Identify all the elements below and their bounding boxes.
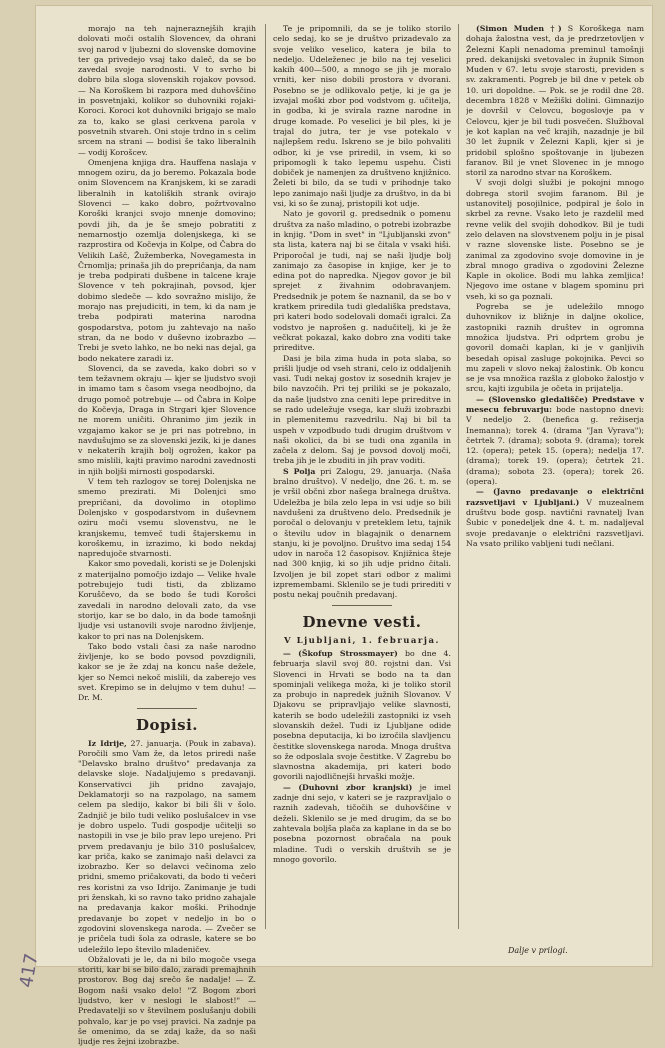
vest-heading: — (Slovensko gledališče) xyxy=(476,394,588,404)
col2-paragraph: Nato je govoril g. predsednik o pomenu društva za našo mladino, o potrebi izobrazbe in knjig. "Dom in svet" in "Ljubljanski zvon" sta lista, katera naj bi se čitala v vsaki hiši. Priporočal je tudi, naj se naši ljudje bolj zanimajo za časopise in knjige, ker je to edina pot do napredka. Njegov govor je bil sprejet z živahnim odobravanjem. Predsednik je potem še naznanil, da se bo v kratkem priredila tudi gledališka predstava, pri kateri bodo sodelovali domači igralci. Za vodstvo je naprošen g. nadučitelj, ki je že večkrat pokazal, kako dobro zna voditi take prireditve. xyxy=(273,209,451,353)
section-title-dopisi: Dopisi. xyxy=(135,715,199,734)
col1-paragraph: Omenjena knjiga dra. Hauffena naslaja v mnogem oziru, da jo beremo. Pokazala bode onim Slovencem na Kranjskem, ki se zaradi liberalnih in katoliških strank ovirajo Slovenci — kako dobro, požrtvovalno Koroški kranjci svojo mnenje domovino; povdi jih, da je še smejo pobratiti z nemarnostjo ozemlja dolenjskega, ki se razprostira od Kočevja in Kolpe, od Čabra do Velikih Lašč, Žužemberka, Novegamesta in Črnomlja; prinaša jih do prepričanja, da nam je treba podpirati dušbene in talcene kraje Slovence v teh pokrajinah, povsod, kjer dobimo sledeče — kdo sovražno mislijo, že morajo nas prejudiciti, in tem, ki da nam je treba podpirati materina narodna gospodarstva, potom ju zahtevajo na našo stran, da ne bodo v duševno izobrazbo — Trebi je sveto lahko, ne bo neki nas dejal, ga bodo nekatere zaradi iz. xyxy=(78,157,256,363)
vest-text: bo dne 4. februarja slavil svoj 80. rojstni dan. Vsi Slovenci in Hrvati se bodo na ta dan spominjali velikega moža, ki je toliko storil za probujo in napredek južnih Slovanov. V Djakovu se pripravljajo velike slavnosti, katerih se bodo udeležili zastopniki iz vseh slovanskih dežel. Tudi iz Ljubljane odide posebna deputacija, ki bo izročila slavljencu čestitke slovenskega naroda. Mnoga društva so že odposlala svoje čestitke. V Zagrebu bo slavnostna akademija, pri kateri bodo govorili najodličnejši hrvaški možje. xyxy=(273,648,451,782)
dopis-place: S Polja xyxy=(283,466,316,476)
column-middle xyxy=(273,24,451,865)
column-rule xyxy=(458,24,459,929)
vest-paragraph xyxy=(273,649,451,783)
col1-paragraph: morajo na teh najneraznejših krajih dolovati moči ostalih Slovencev, da ohrani svoj narod v ljubezni do slovenske domovine ter ga privedejo vsaj tako daleč, da se bo zavedal svoje narodnosti. V to svrho bi dobro bila sloga slovenskih rojakov povsod. — Na Koroškem bi razpora med duhovščino in posvetnjaki, kolikor so duhovniki rojaki-Koroci. Koroci kot duhovniki brigajo se malo za to, kako se glasi cerkvena parola v posvetnih stvareh. Oni stoje trdno in s celim srcem na strani — bodisi še tako liberalnih — vodij Korošcev. xyxy=(78,24,256,157)
newspaper-page xyxy=(36,6,652,1047)
vesti-dateline: V Ljubljani, 1. februarja. xyxy=(284,635,440,646)
vest-heading: — (Javno predavanje o električni razsvetljavi v Ljubljani.) xyxy=(466,487,644,507)
dopis-paragraph xyxy=(273,467,451,601)
col2-paragraph: Dasi je bila zima huda in pota slaba, so prišli ljudje od vseh strani, celo iz oddaljenih vasi. Tudi nekaj gostov iz sosednih krajev je bilo navzočih. Pri tej priliki se je pokazalo, da naše ljudstvo zna ceniti lepe prireditve in se rado udeležuje vsega, kar služi izobrazbi in plemenitemu razvedrilu. Naj bi bil ta uspeh v vzpodbudo tudi drugim društvom v naši okolici, da bi se tudi ona zganila in začela z delom. Saj je povsod dovolj moči, treba jih je le zbuditi in jih prav voditi. xyxy=(273,353,451,466)
column-right xyxy=(466,24,644,549)
dopis-text: (Pouk in zabava). Poročili smo Vam že, da letos priredi naše "Delavsko bralno društvo" predavanja za delavske sloje. Nadaljujemo s predavanji. Konservativci jih pridno zavajajo, Deklamatorji so na razpolago, na samem celem pa sledijo, kakor bi bili šli v šolo. Zadnjič je bilo tudi veliko poslušalcev in vse je dobro uspelo. Tudi gospodje učitelji so nastopili in vse je bilo prav lepo urejeno. Pri prvem predavanju je bilo 310 poslušalcev, kar priča, kako se zanimajo naši delavci za izobrazbo. Ker so delavci večinoma zelo pridni, smemo pričakovati, da bodo ti večeri res koristni za vso Idrijo. Zanimanje je tudi pri ženskah, ki so ravno tako pridno zahajale na predavanja kakor moški. Prihodnje predavanje bo zopet v nedeljo in bo o zgodovini slovenskega naroda. — Zvečer se je pričela tudi šola za odrasle, katere se bo udeležilo lepo število mladeničev. xyxy=(78,738,256,954)
vest-paragraph xyxy=(466,24,644,178)
vest-paragraph xyxy=(466,395,644,488)
handwritten-page-number: 417 xyxy=(15,951,43,990)
column-rule xyxy=(265,24,266,929)
vest-text: je imel zadnje dni sejo, v kateri se je razpravljalo o raznih zadevah, tičočih se duhovščine v deželi. Sklenilo se je med drugim, da se bo zahtevala boljša plača za kaplane in da se bo posebna pozornost obračala na pouk mladine. Tudi o verskih društvih se je mnogo govorilo. xyxy=(273,782,451,864)
dopis-paragraph xyxy=(78,739,256,955)
vest-paragraph xyxy=(466,487,644,549)
dopis-date: pri Zalogu, 29. januarja. xyxy=(320,466,423,476)
vest-heading: (Simon Muden †) xyxy=(476,24,562,33)
vest-subheading: Predstave v mesecu februvarju: xyxy=(466,394,644,414)
dopis-date: 27. januarja. xyxy=(130,738,182,748)
divider xyxy=(332,605,392,606)
col1-paragraph: Tako bodo vstali časi za naše narodno življenje, ko se bodo povsod povzdignili, kakor se je že zdaj na koncu naše dežele, kjer so Nemci nekoč mislili, da zaberejo ves svet. Krepimo se in delujmo v tem duhu! — Dr. M. xyxy=(78,641,256,703)
vest-text: S Koroškega nam dohaja žalostna vest, da je predrzetovljen v Železni Kapli nenadoma preminul tamošnji pred. dekanijski svetovalec in župnik Simon Muden v 67. letu svoje starosti, previden s sv. zakramenti. Pogreb je bil dne v petek ob 10. uri dopoldne. — Pok. se je rodil dne 28. decembra 1828 v Mežiški dolini. Gimnazijo je dovršil v Celovcu, bogoslovje pa v Celovcu, kjer je bil tudi posvečen. Služboval je kot kaplan na več krajih, nazadnje je bil 30 let župnik v Železni Kapli, kjer si je pridobil splošno spoštovanje in ljubezen faranov. Bil je vnet Slovenec in je mnogo storil za narodno stvar na Koroškem. xyxy=(466,24,644,178)
section-title-dnevne-vesti: Dnevne vesti. xyxy=(302,612,422,631)
continued-note: Dalje v prilogi. xyxy=(508,946,568,955)
col1-paragraph: V tem teh razlogov se torej Dolenjska ne smemo prezirati. Mi Dolenjci smo prepričani, da dovolimo in otoplimo Dolenjsko v gospodarstvom in duševnem oziru moči vsemu slovenstvu, ne le kranjskemu, temveč tudi štajerskemu in koroškemu, in izrazimo, ki bodo nekdaj napredujoče stvarnosti. xyxy=(78,477,256,559)
dopis-text: (Naša bralno društvo). V nedeljo, dne 26. t. m. se je vršil občni zbor našega bralnega društva. Udeležba je bila zelo lepa in vsi udje so bili navdušeni za društveno delo. Predsednik je poročal o delovanju v preteklem letu, tajnik o številu udov in blagajnik o denarnem stanju, ki je povoljno. Društvo ima sedaj 154 udov in naroča 12 časopisov. Knjižnica šteje nad 300 knjig, ki so jih udje pridno čitali. Izvoljen je bil zopet stari odbor z malimi izpremembami. Sklenilo se je tudi prirediti v postu nekaj poučnih predavanj. xyxy=(273,466,451,600)
column-left xyxy=(78,24,256,1048)
col3-paragraph: Pogreba se je udeležilo mnogo duhovnikov iz bližnje in daljne okolice, zastopniki raznih društev in ogromna množica ljudstva. Pri odprtem grobu je govoril domači kaplan, ki je v ganljivih besedah opisal zasluge pokojnika. Pevci so mu zapeli v slovo nekaj žalostink. Ob koncu se je vsa množica razšla z globoko žalostjo v srcu, kajti izgubila je očeta in prijatelja. xyxy=(466,302,644,394)
vest-paragraph xyxy=(273,783,451,865)
vest-text: bode nastopno dnevi: V nedeljo 2. (benefica g. režiserja Inemanna); torek 4. (drama "Jan Vyrava"); četrtek 7. (drama); sobota 9. (drama); torek 12. (opera); petek 15. (opera); nedelja 17. (drama); torek 19. (opera); četrtek 21. (drama); sobota 23. (opera); torek 26. (opera). xyxy=(466,404,644,487)
vest-heading: — (Škofup Strossmayer) xyxy=(283,648,398,658)
vest-text: V muzealnem društvu bode gosp. navtični ravnatelj Ivan Šubic v ponedeljek dne 4. t. m. nadaljeval svoje predavanje o električni razsvetljavi. Na vsato priliko vabljeni tudi nečlani. xyxy=(466,497,644,548)
vest-heading: — (Duhovni zbor kranjski) xyxy=(283,782,413,792)
col1-paragraph: Kakor smo povedali, koristi se je Dolenjski z materijalno pomočjo izdajo — Velike hvale potrebujejo tudi tisti, da zblizamo Koruščevo, da se bodo še tudi Korošci zavedali in narodno delovali zato, da vse storijo, kar se bo dalo, in da bode tamošnji ljudje vsi ustanovili svoje narodno življenje, kakor to pri nas na Dolenjskem. xyxy=(78,559,256,641)
col3-paragraph: V svoji dolgi službi je pokojni mnogo dobrega storil svojim faranom. Bil je ustanovitelj posojilnice, podpiral je šolo in skrbel za revne. Vsako leto je razdelil med revne velik del svojih dohodkov. Bil je tudi zelo delaven na slovstvenem polju in je pisal v razne slovenske liste. Posebno se je zanimal za zgodovino svoje domovine in je zbral mnogo gradiva o zgodovini Železne Kaple in okolice. Bodi mu lahka zemljica! Njegovo ime ostane v blagem spominu pri vseh, ki so ga poznali. xyxy=(466,178,644,301)
col2-paragraph: Te je pripomnili, da se je toliko storilo celo sedaj, ko se je društvo prizadevalo za svoje veliko veselico, katera je bila to nedeljo. Udeleženec je bilo na tej veselici kakih 400—500, a mnogo se jih je moralo vrniti, ker niso dobili prostora v dvorani. Posebno se je odlikovalo petje, ki je ga je izvajal moški zbor pod vodstvom g. učitelja, in godba, ki je svirala razne narodne in druge komade. Po veselici je bil ples, ki je trajal do jutra, ter je vse potekalo v najlepšem redu. Iskreno se je bilo pohvaliti odbor, ki je vse priredil, in vsem, ki so pripomogli k tako lepemu uspehu. Čisti dobiček je namenjen za društveno knjižnico. Želeti bi bilo, da se tudi v prihodnje tako lepo zanimajo naši ljudje za društvo, in da bi vsi, ki so še zunaj, pristopili kot udje. xyxy=(273,24,451,209)
divider xyxy=(137,708,197,709)
dopis-paragraph: Obžalovati je le, da ni bilo mogoče vsega storiti, kar bi se bilo dalo, zaradi premajhnih prostorov. Bog daj srečo še nadalje! — Z. Bogom naši vsako delo! "Z Bogom zbori ljudstvo, ker v neslogi le slabost!" — Predavatelji so v številnem poslušanju dobili pohvalo, kar je po vsej pravici. Na zadnje pa še omenimo, da se zdaj kaže, da so naši ljudje res žejni izobrazbe. xyxy=(78,954,256,1047)
col1-paragraph: Slovenci, da se zaveda, kako dobri so v tem težavnem okraju — kjer se ljudstvo svoji in imamo tam s časom vsega neodbojno, da drugo pomoč potrebuje — od Čabra in Kolpe do Kočevja, Draga in Strgari kjer Slovence ne morem uničiti. Ohranimo jim jezik in vzgajamo kakor se je pri nas potrebno, in navdušujmo se za slovenski jezik, ki je danes v nekaterih krajih bolj ogrožen, kakor pa smo mislili, kajti pravimo narodni zavednosti in njih boljši mirnosti gospodarski. xyxy=(78,363,256,476)
dopis-place: Iz Idrije, xyxy=(88,738,127,748)
